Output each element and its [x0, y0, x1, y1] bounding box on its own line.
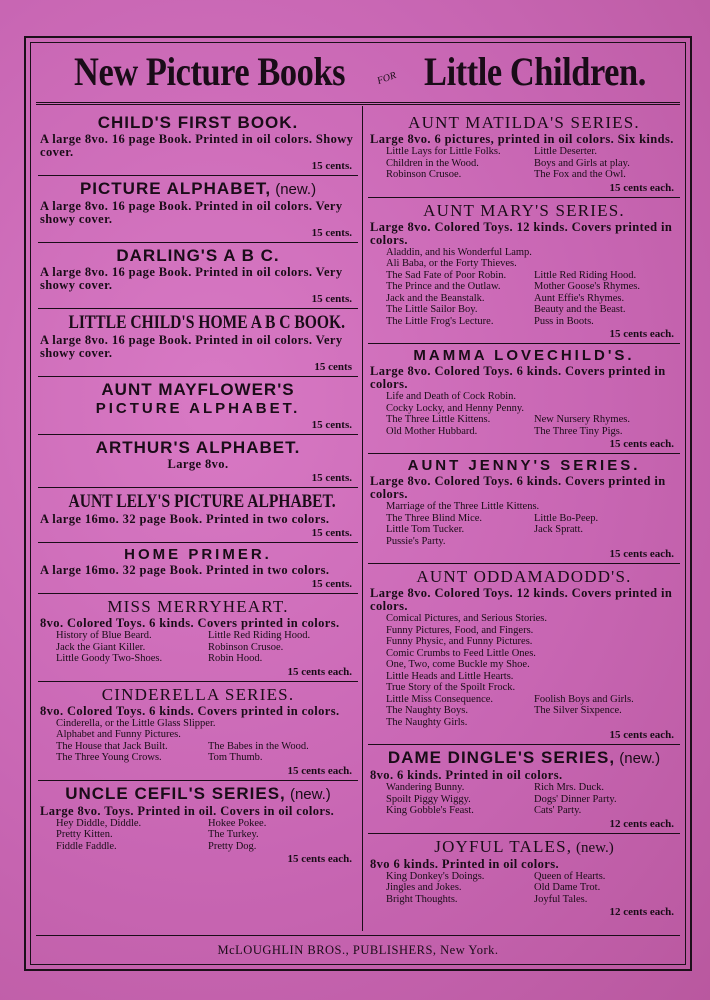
listing-title: [40, 546, 356, 564]
page-border: [24, 36, 692, 971]
book-title: Cocky Locky, and Henny Penny.: [386, 402, 525, 414]
book-title: Robinson Crusoe.: [386, 169, 462, 180]
book-title: Ali Baba, or the Forty Thieves.: [386, 258, 517, 269]
book-title: Spoilt Piggy Wiggy.: [386, 793, 471, 805]
book-title: Funny Physic, and Funny Pictures.: [386, 636, 533, 647]
book-listing: [368, 834, 680, 922]
book-title: The Fox and the Owl.: [534, 169, 626, 180]
book-title: Foolish Boys and Girls.: [534, 693, 634, 705]
book-title: Little Red Riding Hood.: [534, 269, 637, 281]
book-listing: [38, 781, 358, 869]
book-title: Aladdin, and his Wonderful Lamp.: [386, 246, 532, 258]
title-divider: [36, 102, 680, 105]
book-title: True Story of the Spoilt Frock.: [386, 682, 516, 693]
book-title: The Naughty Boys.: [386, 705, 468, 716]
book-title: The Little Sailor Boy.: [386, 304, 478, 315]
listing-price: 15 cents each.: [609, 548, 674, 560]
book-title: Puss in Boots.: [534, 315, 594, 327]
book-titles: [370, 613, 678, 728]
listing-title-text: AUNT LELY'S PICTURE ALPHABET.: [68, 491, 336, 512]
book-title: Life and Death of Cock Robin.: [386, 391, 517, 402]
book-title: Little Heads and Little Hearts.: [386, 670, 514, 682]
book-title: Pretty Dog.: [208, 840, 257, 852]
book-titles: [370, 501, 678, 547]
book-title: Cinderella, or the Little Glass Slipper.: [56, 717, 216, 729]
book-title: King Gobble's Feast.: [386, 805, 474, 816]
book-titles: [370, 871, 678, 906]
listing-title-line2: PICTURE ALPHABET.: [95, 400, 301, 417]
listing-title: [40, 685, 356, 705]
listing-title: [370, 457, 678, 475]
book-title: Pretty Kitten.: [56, 829, 113, 840]
book-title: Little Miss Consequence.: [386, 693, 494, 705]
book-titles: [370, 391, 678, 437]
listing-description: Large 8vo. Colored Toys. 12 kinds. Covers printed in colors.: [370, 586, 673, 613]
book-title: Comic Crumbs to Feed Little Ones.: [386, 647, 536, 659]
listing-title-suffix: (new.): [572, 839, 614, 856]
listing-title-text: AUNT MATILDA'S SERIES.: [408, 113, 640, 132]
listing-description: Large 8vo. Toys. Printed in oil. Covers in oil colors.: [40, 803, 335, 818]
listing-description: Large 8vo. 6 pictures, printed in oil colors. Six kinds.: [370, 132, 674, 146]
book-title: The Turkey.: [208, 829, 259, 840]
book-title: Little Goody Two-Shoes.: [56, 653, 163, 664]
book-title: The Three Little Kittens.: [386, 414, 491, 425]
listing-title-text: AUNT ODDAMADODD'S.: [416, 567, 632, 586]
book-title: Tom Thumb.: [208, 752, 263, 763]
title-left: New Picture Books: [73, 49, 345, 94]
book-titles: [370, 247, 678, 328]
listing-description: A large 8vo. 16 page Book. Printed in oil colors. Showy cover.: [40, 132, 354, 159]
listing-title: [68, 312, 346, 334]
page-title: [26, 48, 690, 98]
listing-title: [40, 380, 356, 400]
book-title: The Three Tiny Pigs.: [534, 425, 623, 437]
book-listing: [368, 564, 680, 745]
book-title: Joyful Tales.: [534, 893, 588, 905]
book-title: The House that Jack Built.: [56, 740, 168, 752]
book-title: Mother Goose's Rhymes.: [534, 281, 641, 292]
book-title: Jack and the Beanstalk.: [386, 292, 485, 304]
book-title: The Prince and the Outlaw.: [386, 281, 501, 292]
book-title: Aunt Effie's Rhymes.: [534, 292, 625, 304]
book-title: Little Bo-Peep.: [534, 512, 599, 524]
book-title: The Three Young Crows.: [56, 752, 162, 763]
book-title: Rich Mrs. Duck.: [534, 782, 604, 793]
listing-title: [370, 113, 678, 133]
book-title: Wandering Bunny.: [386, 782, 465, 793]
left-column: [38, 110, 358, 868]
book-titles: [40, 630, 356, 665]
book-title: Little Deserter.: [534, 146, 597, 157]
listing-title-text: ARTHUR'S ALPHABET.: [95, 438, 301, 457]
book-title: Beauty and the Beast.: [534, 304, 626, 315]
listing-title-suffix: (new.): [271, 181, 317, 198]
listing-description: 8vo. Colored Toys. 6 kinds. Covers printed in colors.: [40, 703, 340, 718]
listing-price: 15 cents each.: [609, 729, 674, 741]
listing-title-suffix: (new.): [285, 785, 331, 803]
book-title: Little Lays for Little Folks.: [386, 146, 501, 157]
listing-title: [370, 748, 678, 769]
book-title: Little Red Riding Hood.: [208, 630, 311, 641]
listing-description: A large 8vo. 16 page Book. Printed in oil colors. Very showy cover.: [40, 333, 343, 360]
book-listing: [38, 543, 358, 594]
footer-divider: [36, 935, 680, 936]
listing-description: Large 8vo. Colored Toys. 6 kinds. Covers printed in colors.: [370, 364, 666, 391]
listing-price: 15 cents each.: [287, 764, 352, 777]
listing-title: [370, 837, 678, 858]
book-title: History of Blue Beard.: [56, 630, 152, 641]
listing-title: [370, 567, 678, 587]
book-title: Marriage of the Three Little Kittens.: [386, 501, 540, 512]
listing-price: 15 cents each.: [609, 438, 674, 450]
book-title: Children in the Wood.: [386, 157, 479, 169]
listing-description: A large 16mo. 32 page Book. Printed in two colors.: [40, 563, 330, 577]
listing-title: [370, 201, 678, 221]
listing-title: [40, 113, 356, 133]
book-listing: [38, 110, 358, 176]
book-listing: [38, 435, 358, 488]
book-title: Hey Diddle, Diddle.: [56, 817, 142, 829]
book-title: The Sad Fate of Poor Robin.: [386, 269, 507, 281]
listing-title-text: LITTLE CHILD'S HOME A B C BOOK.: [68, 312, 346, 333]
listing-title-text: DAME DINGLE'S SERIES,: [387, 748, 616, 767]
book-listing: [38, 309, 358, 377]
listing-description: A large 8vo. 16 page Book. Printed in oil colors. Very showy cover.: [40, 199, 343, 226]
listing-price: 15 cents.: [311, 419, 352, 431]
listing-price: 12 cents each.: [609, 817, 674, 830]
book-listing: [38, 682, 358, 781]
listing-title-text: CHILD'S FIRST BOOK.: [97, 113, 299, 132]
right-column: [368, 110, 680, 921]
listing-price: 15 cents.: [311, 578, 352, 590]
book-title: Cats' Party.: [534, 805, 582, 816]
listing-description: Large 8vo. Colored Toys. 12 kinds. Covers printed in colors.: [370, 219, 673, 247]
publisher-footer: McLOUGHLIN BROS., PUBLISHERS, New York.: [217, 943, 499, 957]
book-title: The Little Frog's Lecture.: [386, 315, 494, 327]
book-titles: [40, 718, 356, 764]
book-title: Jack the Giant Killer.: [56, 641, 146, 653]
listing-title: [40, 179, 356, 200]
book-listing: [368, 110, 680, 198]
book-title: The Babes in the Wood.: [208, 740, 309, 752]
book-title: Jack Spratt.: [534, 524, 583, 535]
listing-price: 15 cents each.: [287, 665, 352, 678]
book-title: Old Dame Trot.: [534, 882, 601, 893]
listing-title-text: MAMMA LOVECHILD'S.: [413, 347, 635, 364]
title-for: FOR: [375, 70, 398, 87]
listing-title-text: HOME PRIMER.: [124, 546, 272, 563]
listing-title: [40, 597, 356, 617]
listing-title-text: AUNT MARY'S SERIES.: [423, 200, 625, 220]
book-title: Queen of Hearts.: [534, 870, 606, 882]
listing-price: 15 cents.: [311, 527, 352, 539]
book-title: Funny Pictures, Food, and Fingers.: [386, 624, 534, 636]
listing-price: 15 cents: [314, 361, 352, 373]
book-title: Fiddle Faddle.: [56, 840, 117, 852]
book-title: One, Two, come Buckle my Shoe.: [386, 659, 530, 670]
book-title: Old Mother Hubbard.: [386, 425, 478, 437]
book-title: The Three Blind Mice.: [386, 512, 483, 524]
book-title: The Silver Sixpence.: [534, 705, 622, 716]
listing-title-text: DARLING'S A B C.: [116, 246, 280, 265]
book-title: Robinson Crusoe.: [208, 641, 284, 653]
book-title: New Nursery Rhymes.: [534, 414, 630, 425]
book-listing: [368, 454, 680, 564]
book-listing: [38, 377, 358, 435]
listing-description: Large 8vo. Colored Toys. 6 kinds. Covers printed in colors.: [370, 474, 666, 501]
book-title: Hokee Pokee.: [208, 817, 267, 829]
listing-price: 15 cents each.: [609, 328, 674, 340]
book-titles: [370, 146, 678, 181]
book-title: Boys and Girls at play.: [534, 157, 630, 169]
listing-title-text: PICTURE ALPHABET,: [79, 179, 272, 198]
listing-title: [370, 347, 678, 365]
book-listing: [368, 344, 680, 454]
listing-price: 15 cents.: [311, 160, 352, 172]
book-listing: [38, 594, 358, 682]
listing-description: Large 8vo.: [167, 457, 229, 471]
listing-description: A large 16mo. 32 page Book. Printed in two colors.: [40, 512, 330, 526]
listing-price: 15 cents.: [311, 472, 352, 484]
listing-title-text: MISS MERRYHEART.: [107, 597, 289, 616]
listing-title: [40, 246, 356, 266]
book-title: The Naughty Girls.: [386, 716, 468, 728]
book-titles: [40, 818, 356, 853]
listing-description: A large 8vo. 16 page Book. Printed in oil colors. Very showy cover.: [40, 265, 343, 292]
book-title: Robin Hood.: [208, 653, 263, 664]
book-listing: [38, 488, 358, 543]
book-title: Dogs' Dinner Party.: [534, 793, 617, 805]
listing-title-text: UNCLE CEFIL'S SERIES,: [65, 783, 286, 803]
title-right: Little Children.: [424, 49, 647, 94]
listing-price: 15 cents.: [311, 293, 352, 305]
book-listing: [38, 243, 358, 309]
book-listing: [368, 745, 680, 834]
book-title: Little Tom Tucker.: [386, 524, 465, 535]
book-listing: [368, 198, 680, 345]
listing-description: 8vo. Colored Toys. 6 kinds. Covers printed in colors.: [40, 616, 340, 630]
book-title: Jingles and Jokes.: [386, 882, 462, 893]
book-titles: [370, 782, 678, 817]
listing-title-text: AUNT JENNY'S SERIES.: [407, 457, 641, 474]
listing-title-text: JOYFUL TALES,: [434, 836, 573, 856]
listing-price: 15 cents each.: [609, 181, 674, 194]
listing-title-suffix: (new.): [615, 750, 661, 767]
column-divider: [362, 106, 363, 931]
listing-description: 8vo 6 kinds. Printed in oil colors.: [370, 856, 560, 871]
listing-price: 15 cents each.: [287, 853, 352, 865]
listing-title: [68, 491, 336, 513]
listing-price: 12 cents each.: [609, 906, 674, 918]
book-title: Bright Thoughts.: [386, 893, 458, 905]
listing-title: [40, 784, 356, 805]
listing-title-text: AUNT MAYFLOWER'S: [101, 380, 295, 399]
book-title: Alphabet and Funny Pictures.: [56, 729, 181, 740]
book-title: Comical Pictures, and Serious Stories.: [386, 613, 547, 624]
book-title: King Donkey's Doings.: [386, 870, 485, 882]
listing-title-text: CINDERELLA SERIES.: [101, 684, 295, 704]
book-listing: [38, 176, 358, 243]
listing-description: 8vo. 6 kinds. Printed in oil colors.: [370, 768, 563, 782]
listing-price: 15 cents.: [311, 227, 352, 239]
listing-title: [40, 438, 356, 458]
book-title: Pussie's Party.: [386, 535, 446, 547]
